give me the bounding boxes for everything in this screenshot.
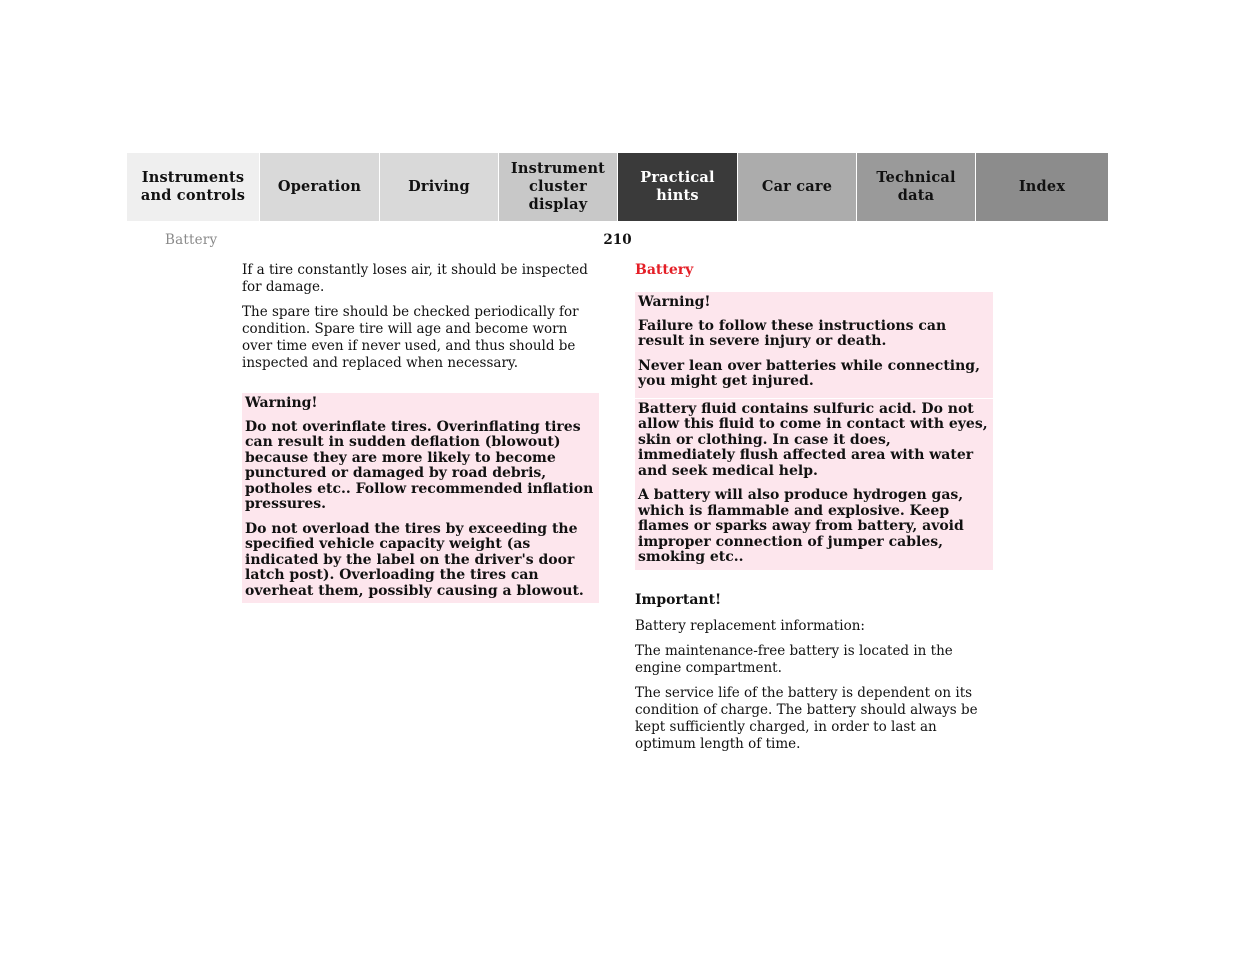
body-paragraph: If a tire constantly loses air, it should be inspected for damage. <box>242 262 588 295</box>
right-column <box>635 262 993 761</box>
tab-car-care[interactable]: Car care <box>737 153 856 221</box>
tab-practical-hints[interactable]: Practical hints <box>617 153 737 221</box>
important-heading: Important! <box>635 591 722 608</box>
chapter-navigation <box>127 153 1108 221</box>
tab-instrument-cluster-display[interactable]: Instrument cluster display <box>498 153 617 221</box>
warning-paragraph: Failure to follow these instructions can result in severe injury or death. <box>638 317 947 349</box>
warning-paragraph: Never lean over batteries while connecting, you might get injured. <box>638 357 980 389</box>
tab-instruments-and-controls[interactable]: Instruments and controls <box>127 153 259 221</box>
warning-paragraph: Do not overinflate tires. Overinflating tires can result in sudden deflation (blowout) because they are more likely to become punctured or damaged by road debris, potholes etc.. Follow recommended inflation pressures. <box>245 418 594 512</box>
body-paragraph: The maintenance-free battery is located in the engine compartment. <box>635 642 953 676</box>
body-paragraph: The spare tire should be checked periodically for condition. Spare tire will age and become worn over time even if never used, and thus should be inspected and replaced when necessary. <box>242 304 579 371</box>
body-paragraph: The service life of the battery is dependent on its condition of charge. The battery should always be kept sufficiently charged, in order to last an optimum length of time. <box>635 684 978 752</box>
warning-title: Warning! <box>245 395 318 411</box>
warning-paragraph: Battery fluid contains sulfuric acid. Do not allow this fluid to come in contact with eyes, skin or clothing. In case it does, immediately flush affected area with water and seek medical help. <box>638 400 988 479</box>
warning-box <box>242 393 599 603</box>
body-paragraph: Battery replacement information: <box>635 617 865 634</box>
warning-paragraph: A battery will also produce hydrogen gas, which is flammable and explosive. Keep flames or sparks away from battery, avoid improper connection of jumper cables, smoking etc.. <box>638 487 964 565</box>
tab-driving[interactable]: Driving <box>379 153 498 221</box>
section-label: Battery <box>165 232 218 248</box>
battery-heading: Battery <box>635 262 694 278</box>
warning-box-continued <box>635 398 993 570</box>
page-number: 210 <box>603 232 632 248</box>
tab-technical-data[interactable]: Technical data <box>856 153 975 221</box>
warning-title: Warning! <box>638 294 711 310</box>
tab-operation[interactable]: Operation <box>259 153 379 221</box>
tab-index[interactable]: Index <box>975 153 1108 221</box>
warning-paragraph: Do not overload the tires by exceeding the specified vehicle capacity weight (as indicated by the label on the driver's door latch post). Overloading the tires can overheat them, possibly causing a blowout. <box>245 520 584 599</box>
left-column <box>242 262 599 603</box>
warning-box <box>635 292 993 398</box>
